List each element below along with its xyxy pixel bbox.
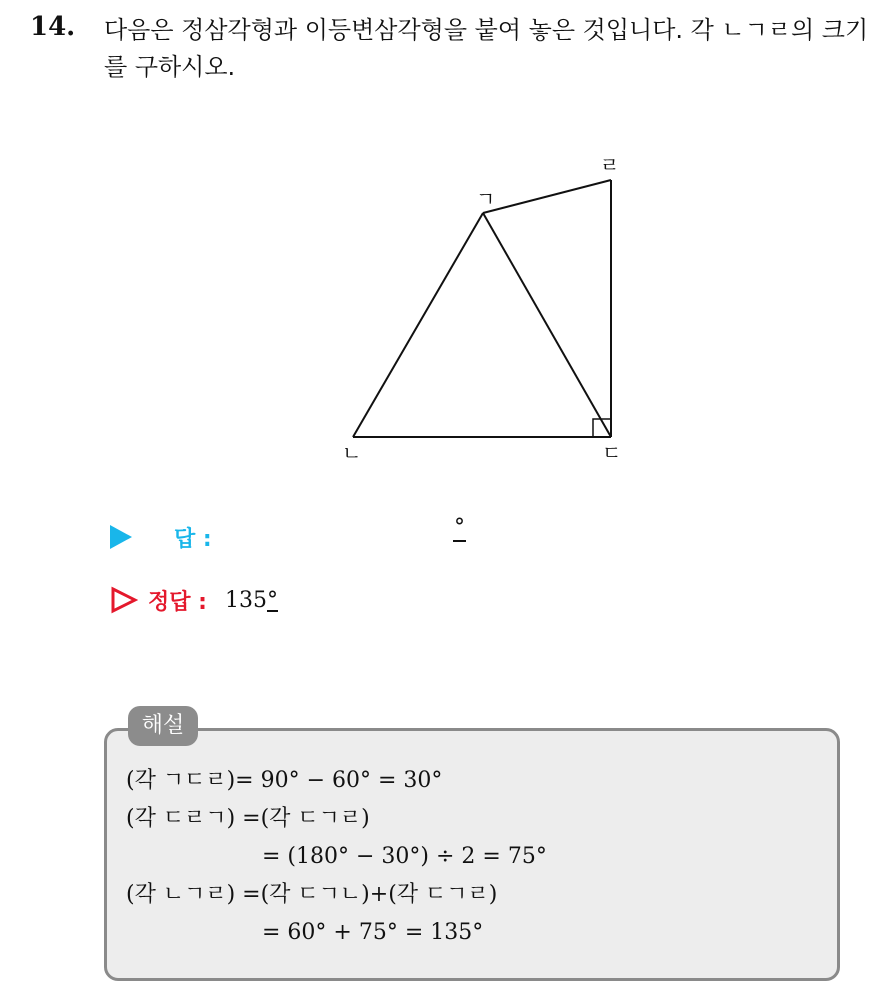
solution-line-1: (각 ㄱㄷㄹ)= 90° − 60° = 30° — [126, 768, 443, 793]
triangle-diagram — [258, 130, 630, 480]
solution-line-3: = (180° − 30°) ÷ 2 = 75° — [262, 844, 547, 869]
vertex-label-g: ㄱ — [476, 187, 496, 211]
solution-line-5: = 60° + 75° = 135° — [262, 920, 484, 945]
outline-triangle-icon — [110, 586, 138, 614]
solution-tab: 해설 — [128, 706, 198, 746]
question-text: 다음은 정삼각형과 이등변삼각형을 붙여 놓은 것입니다. 각 ㄴㄱㄹ의 크기를 구하시오. — [104, 16, 869, 81]
vertex-label-d: ㄷ — [602, 441, 622, 465]
vertex-label-r: ㄹ — [600, 153, 620, 177]
correct-label: 정답 : — [148, 589, 207, 615]
answer-label: 답 : — [174, 526, 212, 552]
solution-line-2: (각 ㄷㄹㄱ) =(각 ㄷㄱㄹ) — [126, 806, 370, 831]
edge-n-g — [353, 213, 483, 437]
edge-g-d — [483, 213, 611, 437]
answer-row — [110, 515, 465, 554]
edge-g-r — [483, 180, 611, 213]
correct-answer — [225, 588, 278, 613]
correct-value: 135 — [224, 587, 267, 613]
question-number: 14. — [30, 12, 76, 42]
correct-unit: ° — [266, 587, 278, 613]
correct-row — [110, 583, 278, 617]
triangle-figure — [258, 130, 630, 480]
vertex-label-n: ㄴ — [342, 441, 362, 465]
solution-line-4: (각 ㄴㄱㄹ) =(각 ㄷㄱㄴ)+(각 ㄷㄱㄹ) — [126, 882, 498, 907]
answer-unit[interactable]: ° — [454, 515, 465, 540]
play-triangle-icon — [110, 525, 132, 549]
